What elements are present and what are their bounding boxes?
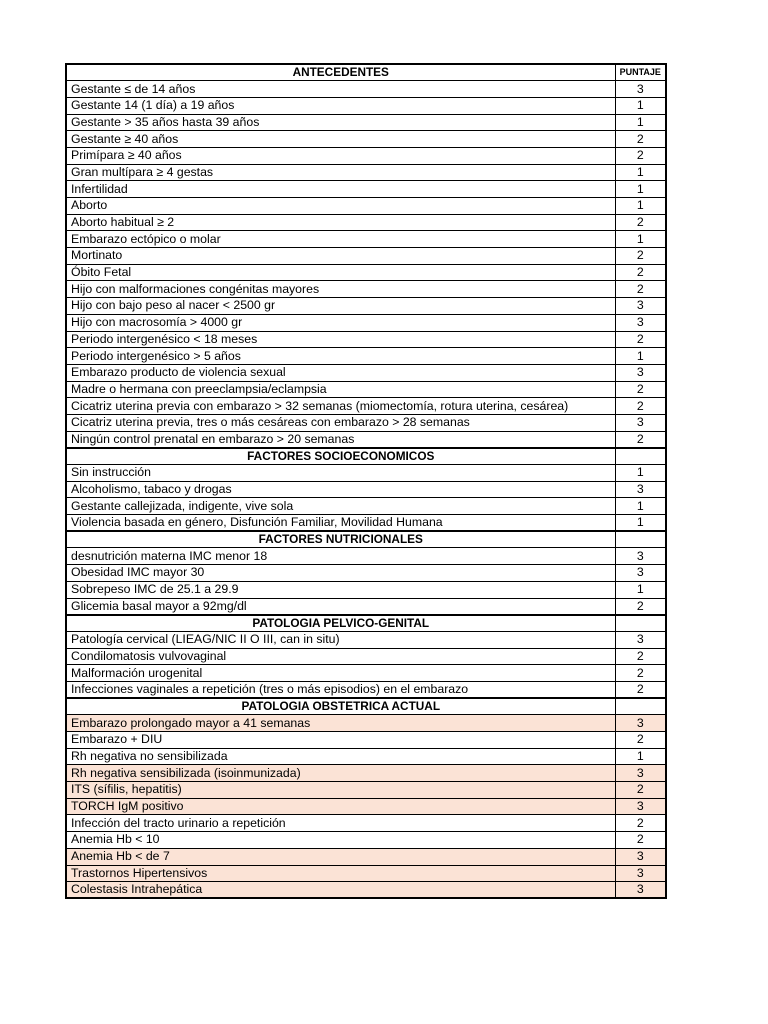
risk-score-value: 1 [615,114,666,131]
table-row [66,431,666,448]
risk-score-value: 1 [615,515,666,532]
risk-factor-label: Obesidad IMC mayor 30 [66,565,615,582]
table-row [66,815,666,832]
risk-score-value: 1 [615,198,666,215]
section-title: FACTORES SOCIOECONOMICOS [66,448,615,465]
section-title: FACTORES NUTRICIONALES [66,531,615,548]
section-title: PATOLOGIA OBSTETRICA ACTUAL [66,698,615,715]
risk-score-value: 2 [615,214,666,231]
risk-factor-label: Anemia Hb < 10 [66,832,615,849]
table-row [66,882,666,899]
risk-score-value: 1 [615,181,666,198]
table-row [66,548,666,565]
section-header-row [66,698,666,715]
risk-factor-label: ITS (sífilis, hepatitis) [66,782,615,799]
table-row [66,765,666,782]
table-row [66,364,666,381]
risk-score-value: 2 [615,281,666,298]
risk-factor-label: Infecciones vaginales a repetición (tres o más episodios) en el embarazo [66,681,615,698]
risk-score-value: 3 [615,414,666,431]
risk-score-value: 2 [615,665,666,682]
risk-score-value: 2 [615,381,666,398]
table-row [66,598,666,615]
table-row [66,398,666,415]
risk-score-value: 1 [615,498,666,515]
table-row [66,314,666,331]
risk-score-value: 1 [615,231,666,248]
table-row [66,715,666,732]
risk-factor-label: Gestante > 35 años hasta 39 años [66,114,615,131]
risk-factor-label: Glicemia basal mayor a 92mg/dl [66,598,615,615]
risk-factor-label: Rh negativa sensibilizada (isoinmunizada) [66,765,615,782]
table-row [66,848,666,865]
risk-factor-label: Sin instrucción [66,465,615,482]
risk-factor-label: Periodo intergenésico < 18 meses [66,331,615,348]
table-row [66,81,666,98]
risk-score-value: 3 [615,882,666,899]
risk-factor-label: Condilomatosis vulvovaginal [66,648,615,665]
risk-score-value: 2 [615,264,666,281]
table-row [66,214,666,231]
table-row [66,565,666,582]
table-row [66,114,666,131]
risk-factor-label: Embarazo producto de violencia sexual [66,364,615,381]
risk-factor-label: Infertilidad [66,181,615,198]
risk-factor-label: Periodo intergenésico > 5 años [66,348,615,365]
risk-factor-label: Madre o hermana con preeclampsia/eclampsia [66,381,615,398]
risk-factor-label: Gestante ≤ de 14 años [66,81,615,98]
risk-factor-label: Aborto [66,198,615,215]
section-title: PATOLOGIA PELVICO-GENITAL [66,615,615,632]
risk-score-value: 2 [615,131,666,148]
section-header-row [66,531,666,548]
table-row [66,147,666,164]
risk-score-value: 2 [615,832,666,849]
risk-score-table [65,63,667,899]
risk-score-value: 2 [615,732,666,749]
risk-factor-label: Embarazo + DIU [66,732,615,749]
risk-factor-label: Violencia basada en género, Disfunción Familiar, Movilidad Humana [66,515,615,532]
risk-score-value: 3 [615,848,666,865]
risk-score-value: 1 [615,97,666,114]
risk-factor-label: Hijo con macrosomía > 4000 gr [66,314,615,331]
table-row [66,181,666,198]
table-row [66,481,666,498]
risk-score-value: 3 [615,81,666,98]
table-row [66,164,666,181]
table-row [66,97,666,114]
score-column-header: PUNTAJE [615,64,666,81]
table-row [66,798,666,815]
table-row [66,581,666,598]
risk-score-value: 3 [615,314,666,331]
risk-factor-label: Embarazo prolongado mayor a 41 semanas [66,715,615,732]
table-row [66,131,666,148]
table-row [66,631,666,648]
table-row [66,248,666,265]
risk-score-value: 3 [615,631,666,648]
section-header-row [66,448,666,465]
risk-score-value: 3 [615,865,666,882]
table-row [66,681,666,698]
risk-score-value: 2 [615,331,666,348]
risk-factor-label: TORCH IgM positivo [66,798,615,815]
risk-factor-label: Alcoholismo, tabaco y drogas [66,481,615,498]
risk-score-value: 3 [615,481,666,498]
table-row [66,498,666,515]
table-row [66,348,666,365]
risk-factor-label: Malformación urogenital [66,665,615,682]
risk-score-value: 3 [615,798,666,815]
table-row [66,732,666,749]
table-row [66,665,666,682]
risk-score-value: 2 [615,431,666,448]
risk-score-value: 2 [615,681,666,698]
risk-score-value: 1 [615,348,666,365]
risk-factor-label: Gestante callejizada, indigente, vive sola [66,498,615,515]
table-row [66,331,666,348]
risk-score-value: 2 [615,815,666,832]
risk-score-value: 3 [615,565,666,582]
table-row [66,782,666,799]
risk-score-value: 1 [615,748,666,765]
risk-factor-label: Primípara ≥ 40 años [66,147,615,164]
risk-factor-label: Cicatriz uterina previa con embarazo > 32 semanas (miomectomía, rotura uterina, cesárea) [66,398,615,415]
section-score-cell [615,615,666,632]
risk-score-value: 3 [615,364,666,381]
risk-score-value: 1 [615,164,666,181]
section-header-row [66,615,666,632]
risk-score-value: 2 [615,248,666,265]
section-score-cell [615,448,666,465]
risk-factor-label: Gestante ≥ 40 años [66,131,615,148]
risk-score-value: 3 [615,548,666,565]
table-row [66,264,666,281]
risk-score-value: 2 [615,782,666,799]
risk-factor-label: Hijo con malformaciones congénitas mayores [66,281,615,298]
table-row [66,414,666,431]
risk-factor-label: Hijo con bajo peso al nacer < 2500 gr [66,298,615,315]
risk-factor-label: Sobrepeso IMC de 25.1 a 29.9 [66,581,615,598]
risk-factor-label: Colestasis Intrahepática [66,882,615,899]
table-row [66,381,666,398]
risk-factor-label: Trastornos Hipertensivos [66,865,615,882]
risk-factor-label: desnutrición materna IMC menor 18 [66,548,615,565]
risk-score-value: 2 [615,147,666,164]
table-row [66,281,666,298]
risk-factor-label: Gran multípara ≥ 4 gestas [66,164,615,181]
section-header-row [66,64,666,81]
risk-factor-label: Cicatriz uterina previa, tres o más cesáreas con embarazo > 28 semanas [66,414,615,431]
section-score-cell [615,531,666,548]
risk-score-value: 2 [615,648,666,665]
risk-factor-label: Infección del tracto urinario a repetición [66,815,615,832]
table-row [66,231,666,248]
risk-factor-label: Patología cervical (LIEAG/NIC II O III, can in situ) [66,631,615,648]
table-row [66,832,666,849]
risk-score-value: 3 [615,715,666,732]
risk-score-value: 1 [615,465,666,482]
risk-factor-label: Mortinato [66,248,615,265]
table-row [66,198,666,215]
risk-score-value: 1 [615,581,666,598]
risk-score-value: 2 [615,398,666,415]
risk-score-value: 3 [615,298,666,315]
risk-factor-label: Aborto habitual ≥ 2 [66,214,615,231]
risk-factor-label: Óbito Fetal [66,264,615,281]
risk-factor-label: Rh negativa no sensibilizada [66,748,615,765]
table-body [66,64,666,898]
table-row [66,515,666,532]
risk-factor-label: Anemia Hb < de 7 [66,848,615,865]
risk-factor-label: Embarazo ectópico o molar [66,231,615,248]
table-row [66,865,666,882]
risk-factor-label: Gestante 14 (1 día) a 19 años [66,97,615,114]
table-row [66,465,666,482]
section-title: ANTECEDENTES [66,64,615,81]
risk-factor-label: Ningún control prenatal en embarazo > 20 semanas [66,431,615,448]
table-row [66,648,666,665]
risk-score-value: 3 [615,765,666,782]
section-score-cell [615,698,666,715]
risk-score-value: 2 [615,598,666,615]
table-row [66,748,666,765]
table-row [66,298,666,315]
